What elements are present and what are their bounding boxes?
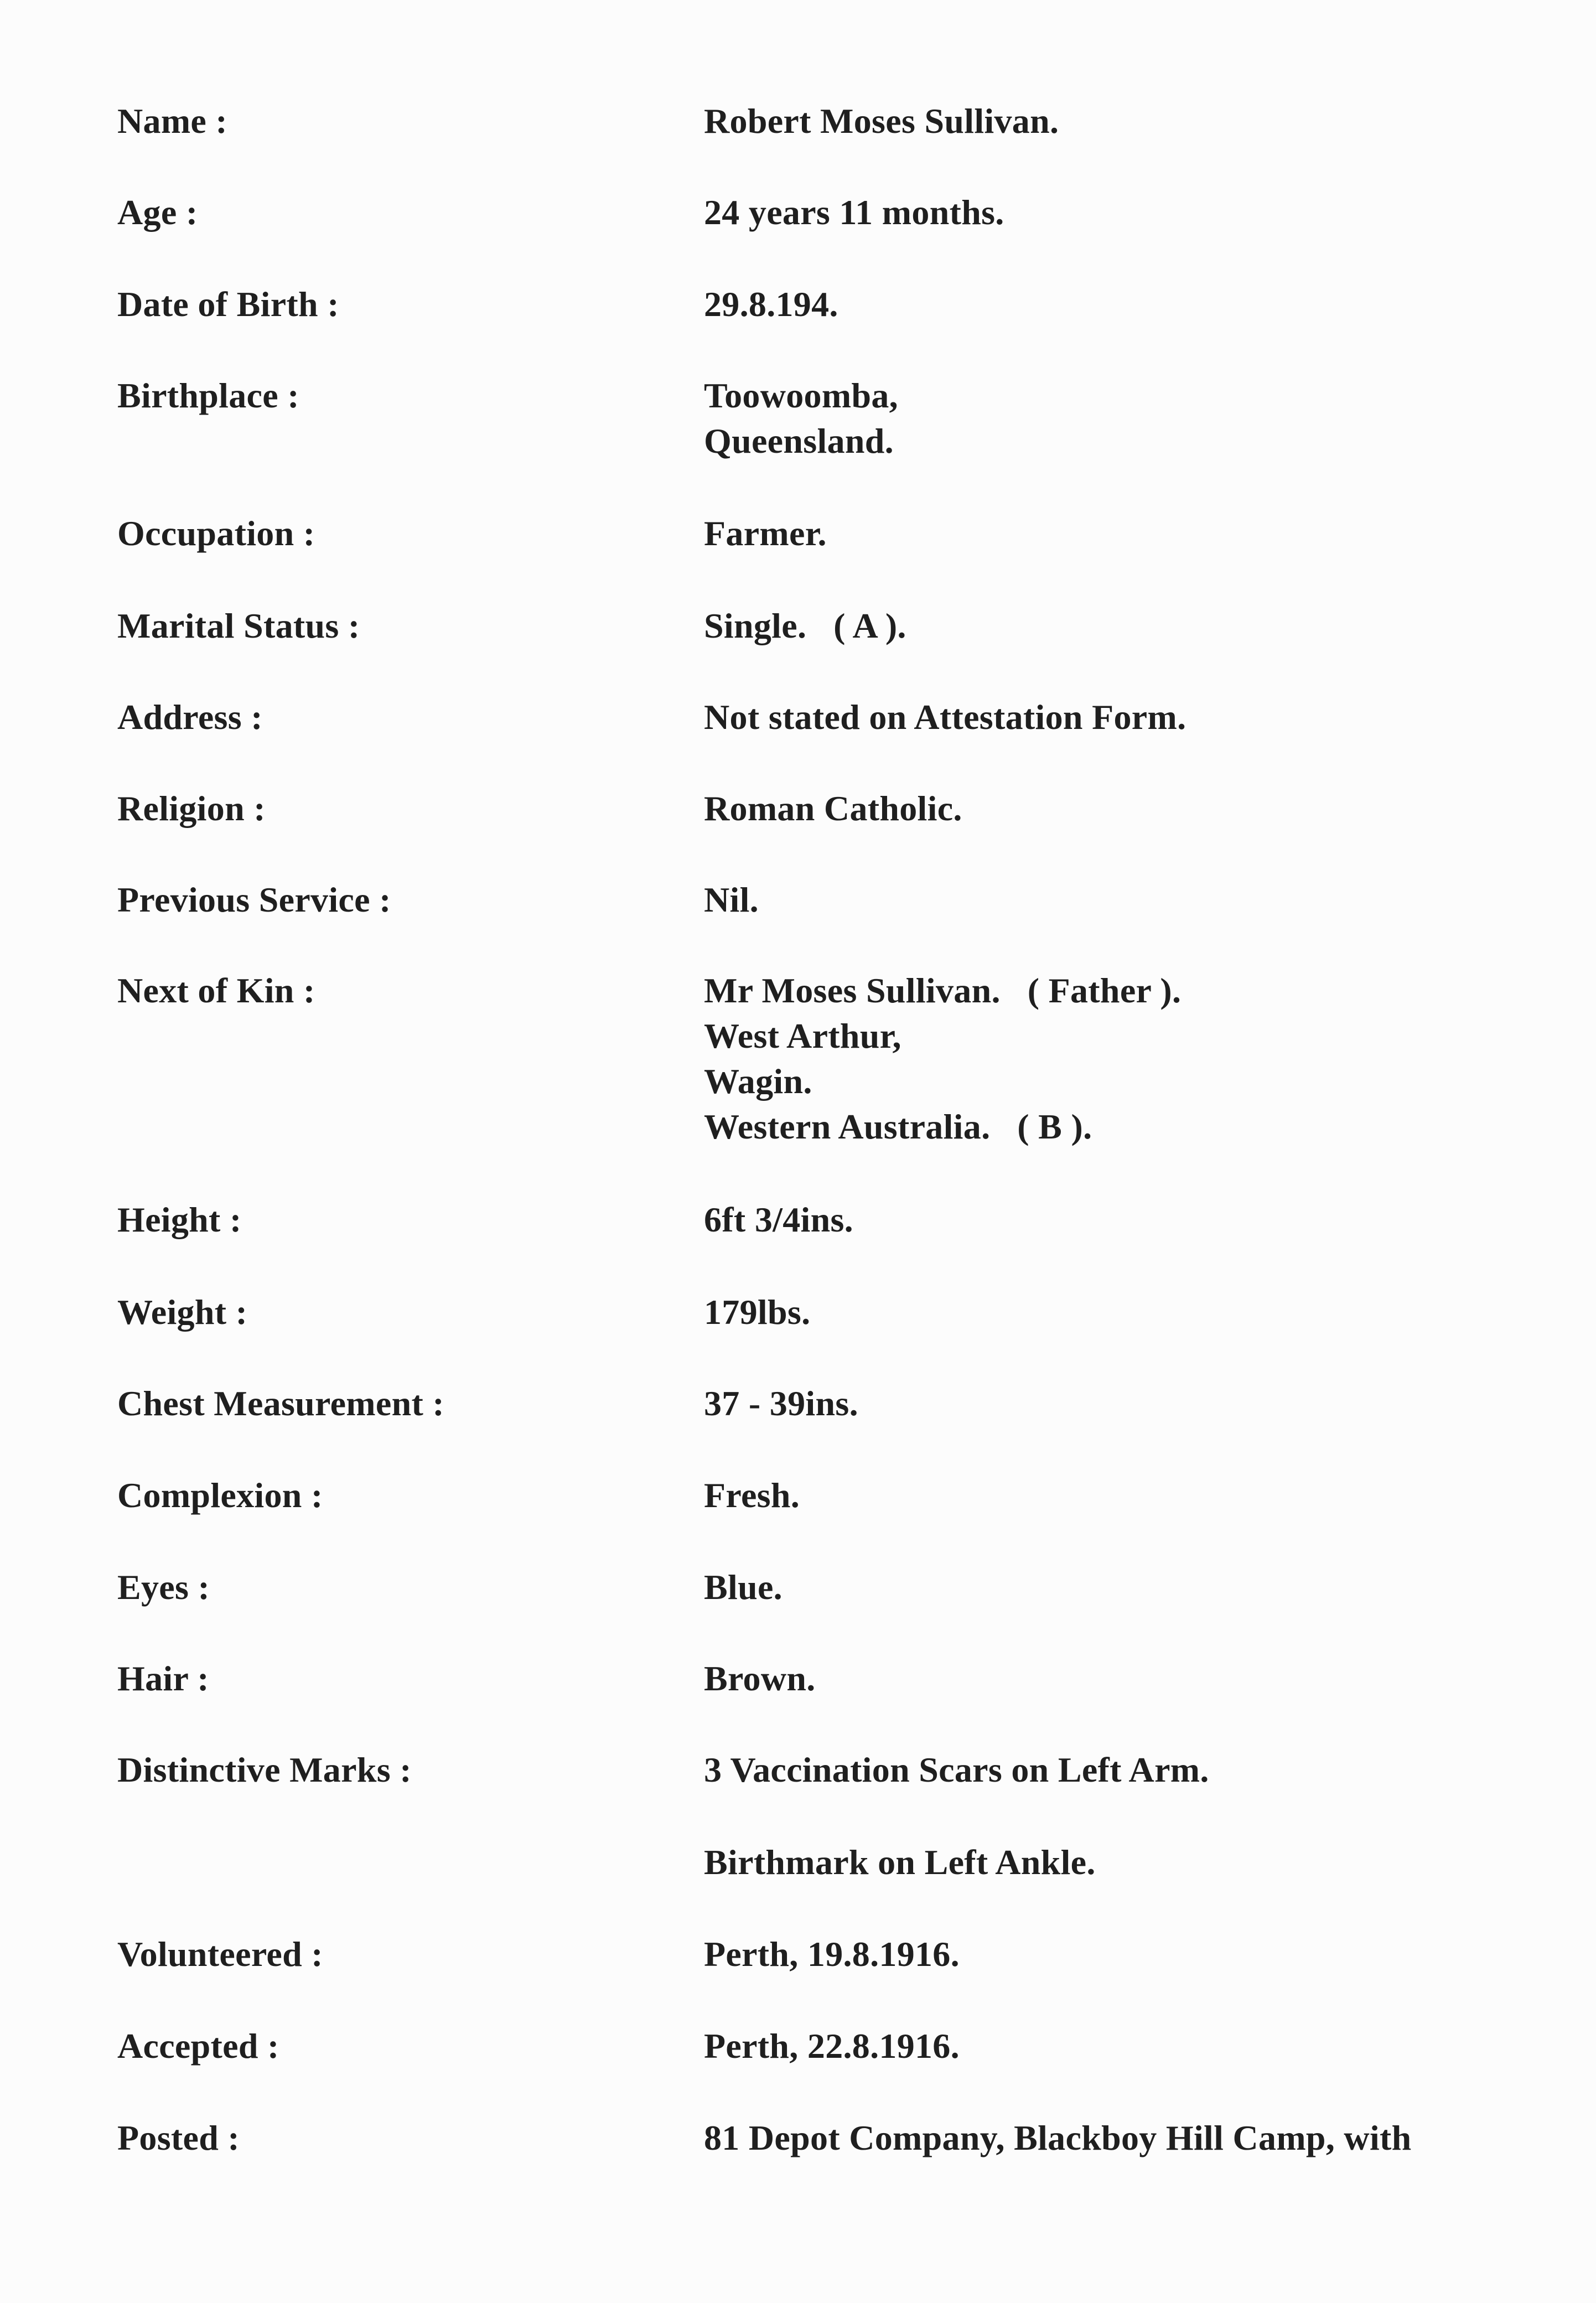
field-value-line: Nil. [704, 880, 759, 919]
field-value [704, 2023, 960, 2069]
field-value-line: Perth, 19.8.1916. [704, 1934, 960, 1974]
field-label: Distinctive Marks : [117, 1750, 412, 1789]
field-value [704, 1197, 853, 1243]
field-value-line: 37 - 39ins. [704, 1384, 858, 1423]
field-value-line: Robert Moses Sullivan. [704, 101, 1059, 141]
field-value [704, 1747, 1209, 1793]
field-value [704, 877, 759, 923]
field-value-line: Western Australia. ( B ). [704, 1107, 1092, 1146]
field-label: Marital Status : [117, 606, 360, 645]
field-value-line: 24 years 11 months. [704, 193, 1004, 232]
field-label: Weight : [117, 1292, 248, 1332]
field-value [704, 968, 1181, 1150]
field-value [704, 1932, 960, 1977]
field-value-line: Brown. [704, 1659, 816, 1698]
field-value-line: Toowoomba, [704, 376, 898, 415]
field-value-line: Fresh. [704, 1476, 800, 1515]
field-value-line: Wagin. [704, 1062, 812, 1101]
field-value [704, 603, 906, 649]
field-value-line: 3 Vaccination Scars on Left Arm. [704, 1750, 1209, 1789]
field-value-line: Blue. [704, 1567, 783, 1607]
field-label: Hair : [117, 1659, 209, 1698]
field-value-line: Single. ( A ). [704, 606, 906, 645]
field-value-line: Mr Moses Sullivan. ( Father ). [704, 971, 1182, 1010]
field-value-line: Queensland. [704, 421, 894, 460]
field-value-line: Not stated on Attestation Form. [704, 697, 1186, 737]
field-value [704, 1565, 783, 1610]
field-label: Previous Service : [117, 880, 391, 919]
field-value-line: 29.8.194. [704, 284, 838, 324]
field-label: Religion : [117, 789, 266, 828]
field-label: Chest Measurement : [117, 1384, 445, 1423]
field-value [704, 511, 827, 556]
field-value [704, 1290, 810, 1335]
field-value [704, 373, 898, 464]
field-value [704, 99, 1059, 144]
field-value [704, 1840, 1096, 1885]
field-value-line: 6ft 3/4ins. [704, 1200, 853, 1239]
field-label: Posted : [117, 2118, 240, 2157]
field-value [704, 786, 962, 831]
field-label: Volunteered : [117, 1934, 323, 1974]
field-value-line: Birthmark on Left Ankle. [704, 1843, 1096, 1882]
field-label: Age : [117, 193, 198, 232]
field-value [704, 1656, 816, 1701]
field-value-line: West Arthur, [704, 1016, 901, 1055]
field-value [704, 1381, 858, 1426]
field-label: Eyes : [117, 1567, 210, 1607]
field-value-line: Farmer. [704, 514, 827, 553]
field-value [704, 1473, 800, 1518]
field-label: Accepted : [117, 2026, 279, 2066]
field-label: Complexion : [117, 1476, 323, 1515]
field-label: Next of Kin : [117, 971, 315, 1010]
field-label: Birthplace : [117, 376, 299, 415]
field-label: Name : [117, 101, 228, 141]
field-value [704, 695, 1186, 740]
field-value [704, 2115, 1412, 2161]
field-value-line: Perth, 22.8.1916. [704, 2026, 960, 2066]
field-label: Occupation : [117, 514, 315, 553]
field-label: Date of Birth : [117, 284, 339, 324]
field-value-line: 81 Depot Company, Blackboy Hill Camp, with [704, 2118, 1412, 2157]
field-label: Height : [117, 1200, 242, 1239]
field-value [704, 190, 1004, 235]
field-value [704, 282, 838, 327]
field-label: Address : [117, 697, 263, 737]
field-value-line: 179lbs. [704, 1292, 811, 1332]
field-value-line: Roman Catholic. [704, 789, 962, 828]
